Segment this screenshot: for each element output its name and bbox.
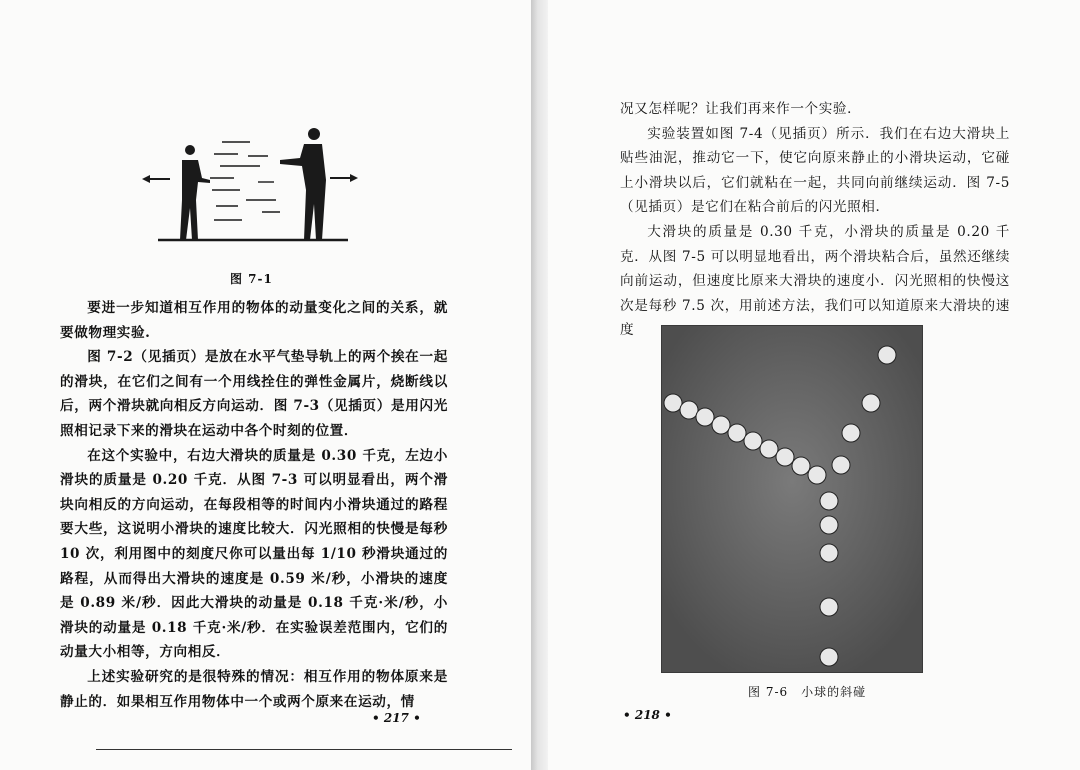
paragraph: 实验装置如图 7-4（见插页）所示．我们在右边大滑块上贴些油泥，推动它一下，使它向原来静止的小滑块运动，它碰上小滑块以后，它们就粘在一起，共同向前继续运动．图 7-5（见插页）是它们在粘合前后的闪光照相． bbox=[620, 125, 1010, 216]
paragraph: 况又怎样呢？让我们再来作一个实验． bbox=[620, 101, 862, 117]
page-number-right: • 218 • bbox=[623, 708, 672, 722]
figure-7-6-caption: 图 7-6 小球的斜碰 bbox=[748, 685, 867, 699]
left-page-text bbox=[60, 296, 448, 714]
figure-7-1-illustration bbox=[140, 120, 360, 250]
paragraph: 在这个实验中，右边大滑块的质量是 0.30 千克，左边小滑块的质量是 0.20 千克．从图 7-3 可以明显看出，两个滑块向相反的方向运动，在每段相等的时间内小滑块通过的路程要大些，这说明小滑块的速度比较大．闪光照相的快慢是每秒 10 次，利用图中的刻度尺你可以量出每 1/10 秒滑块通过的路程，从而得出大滑块的速度是 0.59 米/秒，小滑块的速度是 0.89 米/秒．因此大滑块的动量是 0.18 千克·米/秒，小滑块的动量是 0.18 千克·米/秒．在实验误差范围内，它们的动量大小相等，方向相反． bbox=[60, 447, 448, 661]
book-gutter bbox=[531, 0, 548, 770]
page-number-left: • 217 • bbox=[372, 711, 421, 725]
paragraph: 要进一步知道相互作用的物体的动量变化之间的关系，就要做物理实验. bbox=[60, 300, 448, 341]
figure-7-6-photo bbox=[661, 325, 923, 673]
right-page-text bbox=[620, 97, 1010, 343]
paragraph: 上述实验研究的是很特殊的情况：相互作用的物体原来是静止的．如果相互作用物体中一个或两个原来在运动，情 bbox=[60, 668, 448, 710]
paragraph: 图 7-2（见插页）是放在水平气垫导轨上的两个挨在一起的滑块，在它们之间有一个用线拴住的弹性金属片，烧断线以后，两个滑块就向相反方向运动．图 7-3（见插页）是用闪光照相记录下来的滑块在运动中各个时刻的位置． bbox=[60, 349, 448, 439]
figure-7-1-caption: 图 7-1 bbox=[230, 272, 273, 286]
paragraph: 大滑块的质量是 0.30 千克，小滑块的质量是 0.20 千克．从图 7-5 可以明显地看出，两个滑块粘合后，虽然还继续向前运动，但速度比原来大滑块的速度小．闪光照相的快慢这次是每秒 7.5 次，用前述方法，我们可以知道原来大滑块的速度 bbox=[620, 223, 1010, 339]
bottom-rule bbox=[96, 749, 512, 750]
